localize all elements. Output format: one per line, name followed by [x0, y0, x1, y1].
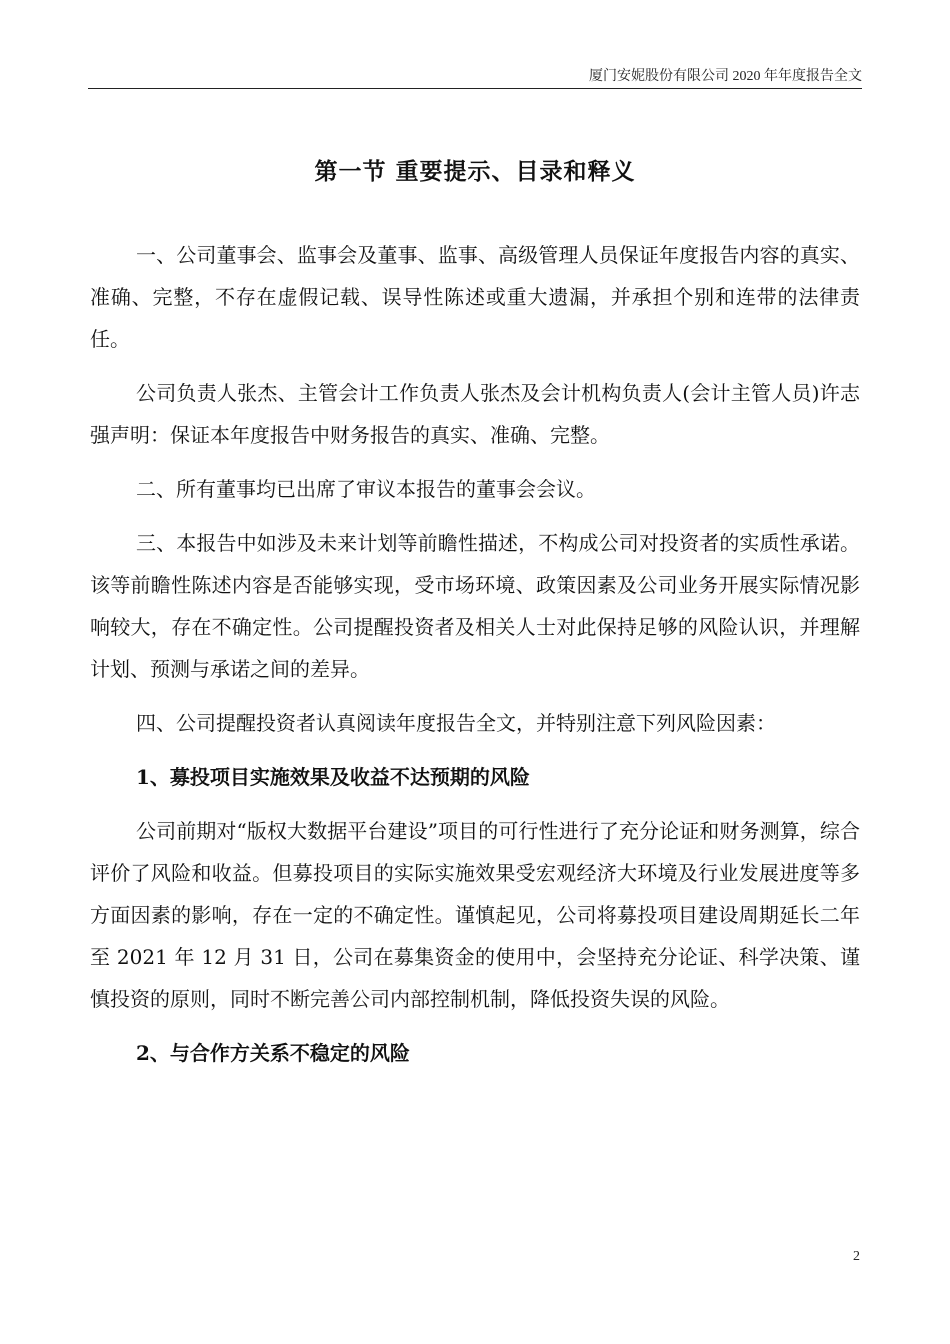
paragraph-directors-attendance: 二、所有董事均已出席了审议本报告的董事会会议。	[136, 477, 596, 501]
page-number: 2	[853, 1249, 860, 1264]
header-rule	[88, 88, 862, 89]
paragraph-risk-1-detail: 公司前期对“版权大数据平台建设”项目的可行性进行了充分论证和财务测算，综合评价了风险和收益。但募投项目的实际实施效果受宏观经济大环境及行业发展进度等多方面因素的影响，存在一定的不确定性。谨慎起见，公司将募投项目建设周期延长二年至 2021 年 12 月 31 日，公司在募集资金的使用中，会坚持充分论证、科学决策、谨慎投资的原则，同时不断完善公司内部控制机制，降低投资失误的风险。	[90, 819, 860, 1011]
running-header: 厦门安妮股份有限公司 2020 年年度报告全文	[589, 69, 862, 84]
section-title: 第一节 重要提示、目录和释义	[314, 158, 636, 185]
risk-heading-2: 2、与合作方关系不稳定的风险	[136, 1041, 410, 1065]
paragraph-responsible-persons: 公司负责人张杰、主管会计工作负责人张杰及会计机构负责人(会计主管人员)许志强声明：保证本年度报告中财务报告的真实、准确、完整。	[90, 381, 860, 447]
paragraph-forward-looking: 三、本报告中如涉及未来计划等前瞻性描述，不构成公司对投资者的实质性承诺。该等前瞻性陈述内容是否能够实现，受市场环境、政策因素及公司业务开展实际情况影响较大，存在不确定性。公司提醒投资者及相关人士对此保持足够的风险认识，并理解计划、预测与承诺之间的差异。	[90, 531, 860, 681]
paragraph-board-guarantee: 一、公司董事会、监事会及董事、监事、高级管理人员保证年度报告内容的真实、准确、完整，不存在虚假记载、误导性陈述或重大遗漏，并承担个别和连带的法律责任。	[90, 243, 860, 351]
body-content	[90, 234, 860, 1086]
paragraph-risk-notice: 四、公司提醒投资者认真阅读年度报告全文，并特别注意下列风险因素：	[136, 711, 776, 735]
risk-heading-1: 1、募投项目实施效果及收益不达预期的风险	[136, 765, 530, 789]
